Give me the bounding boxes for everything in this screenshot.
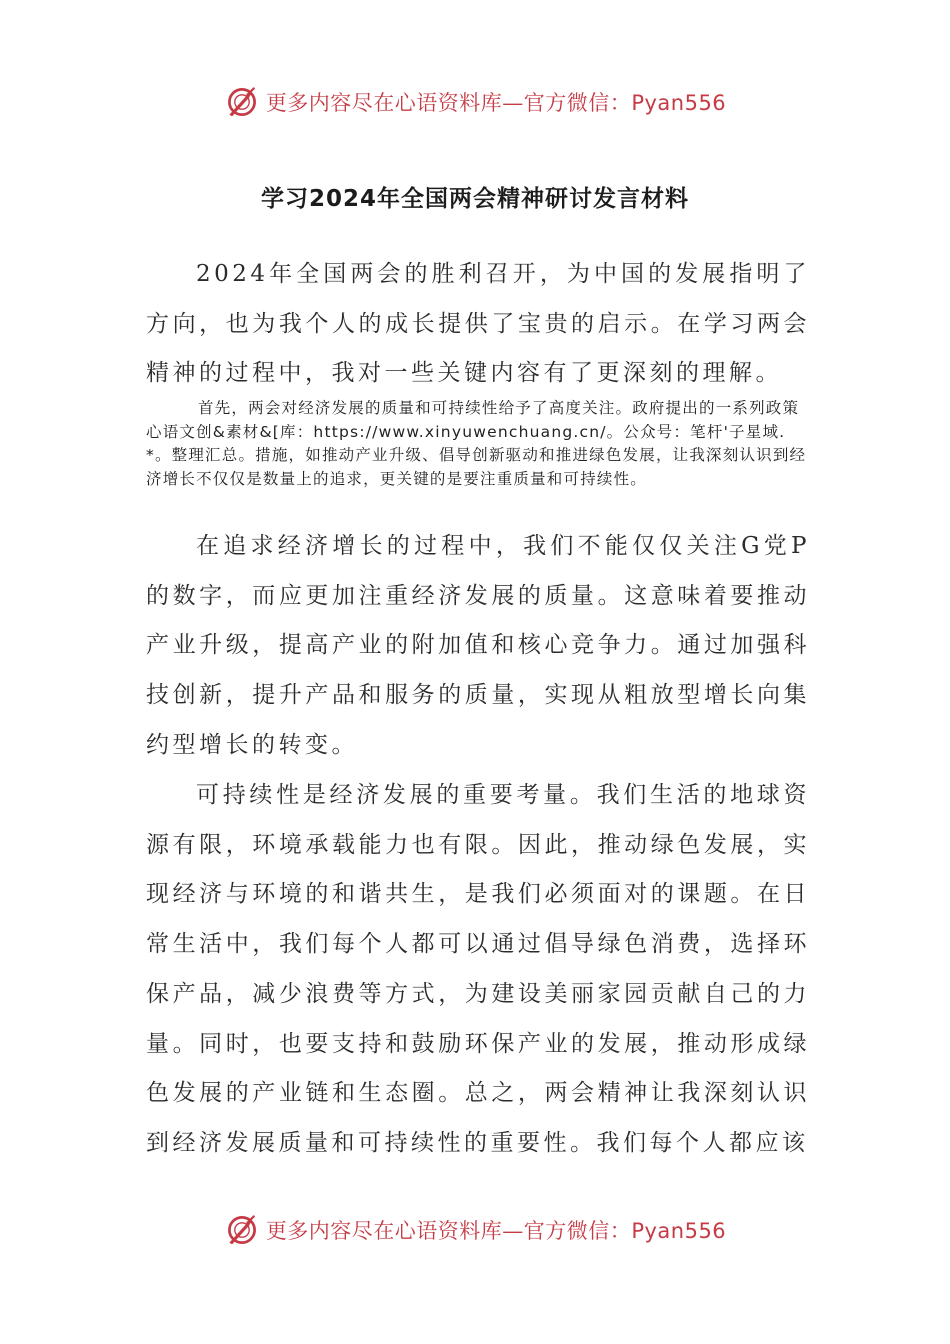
header-banner-label: 更多内容尽在心语资料库—官方微信： <box>265 91 632 115</box>
footer-banner-text <box>266 1215 726 1245</box>
paragraph-quality: 在追求经济增长的过程中，我们不能仅仅关注G党P的数字，而应更加注重经济发展的质量。这意味着要推动产业升级，提高产业的附加值和核心竞争力。通过加强科技创新，提升产品和服务的质量，实现从粗放型增长向集约型增长的转变。 <box>146 533 810 758</box>
paragraph-small-print: 首先，两会对经济发展的质量和可持续性给予了高度关注。政府提出的一系列政策心语文创&素材&[库：https://www.xinyuwenchuang.cn/。公众号：笔杆'子星域.*。整理汇总。措施，如推动产业升级、倡导创新驱动和推进绿色发展，让我深刻认识到经济增长不仅仅是数量上的追求，更关键的是要注重质量和可持续性。 <box>146 399 807 488</box>
header-banner-text <box>266 87 726 117</box>
paragraph-intro: 2024年全国两会的胜利召开，为中国的发展指明了方向，也为我个人的成长提供了宝贵的启示。在学习两会精神的过程中，我对一些关键内容有了更深刻的理解。 <box>146 261 810 387</box>
footer-banner-label: 更多内容尽在心语资料库—官方微信： <box>265 1219 632 1243</box>
pen-logo-icon <box>224 1212 260 1248</box>
pen-logo-icon <box>224 84 260 120</box>
header-wechat-id: Pyan556 <box>631 91 727 115</box>
footer-watermark-banner <box>0 1208 950 1252</box>
paragraph-sustainability: 可持续性是经济发展的重要考量。我们生活的地球资源有限，环境承载能力也有限。因此，推动绿色发展，实现经济与环境的和谐共生，是我们必须面对的课题。在日常生活中，我们每个人都可以通过倡导绿色消费，选择环保产品，减少浪费等方式，为建设美丽家园贡献自己的力量。同时，也要支持和鼓励环保产业的发展，推动形成绿色发展的产业链和生态圈。总之，两会精神让我深刻认识到经济发展质量和可持续性的重要性。我们每个人都应该 <box>146 782 810 1156</box>
page-title: 学习2024年全国两会精神研讨发言材料 <box>260 186 689 212</box>
footer-wechat-id: Pyan556 <box>631 1219 727 1243</box>
header-watermark-banner <box>0 80 950 124</box>
